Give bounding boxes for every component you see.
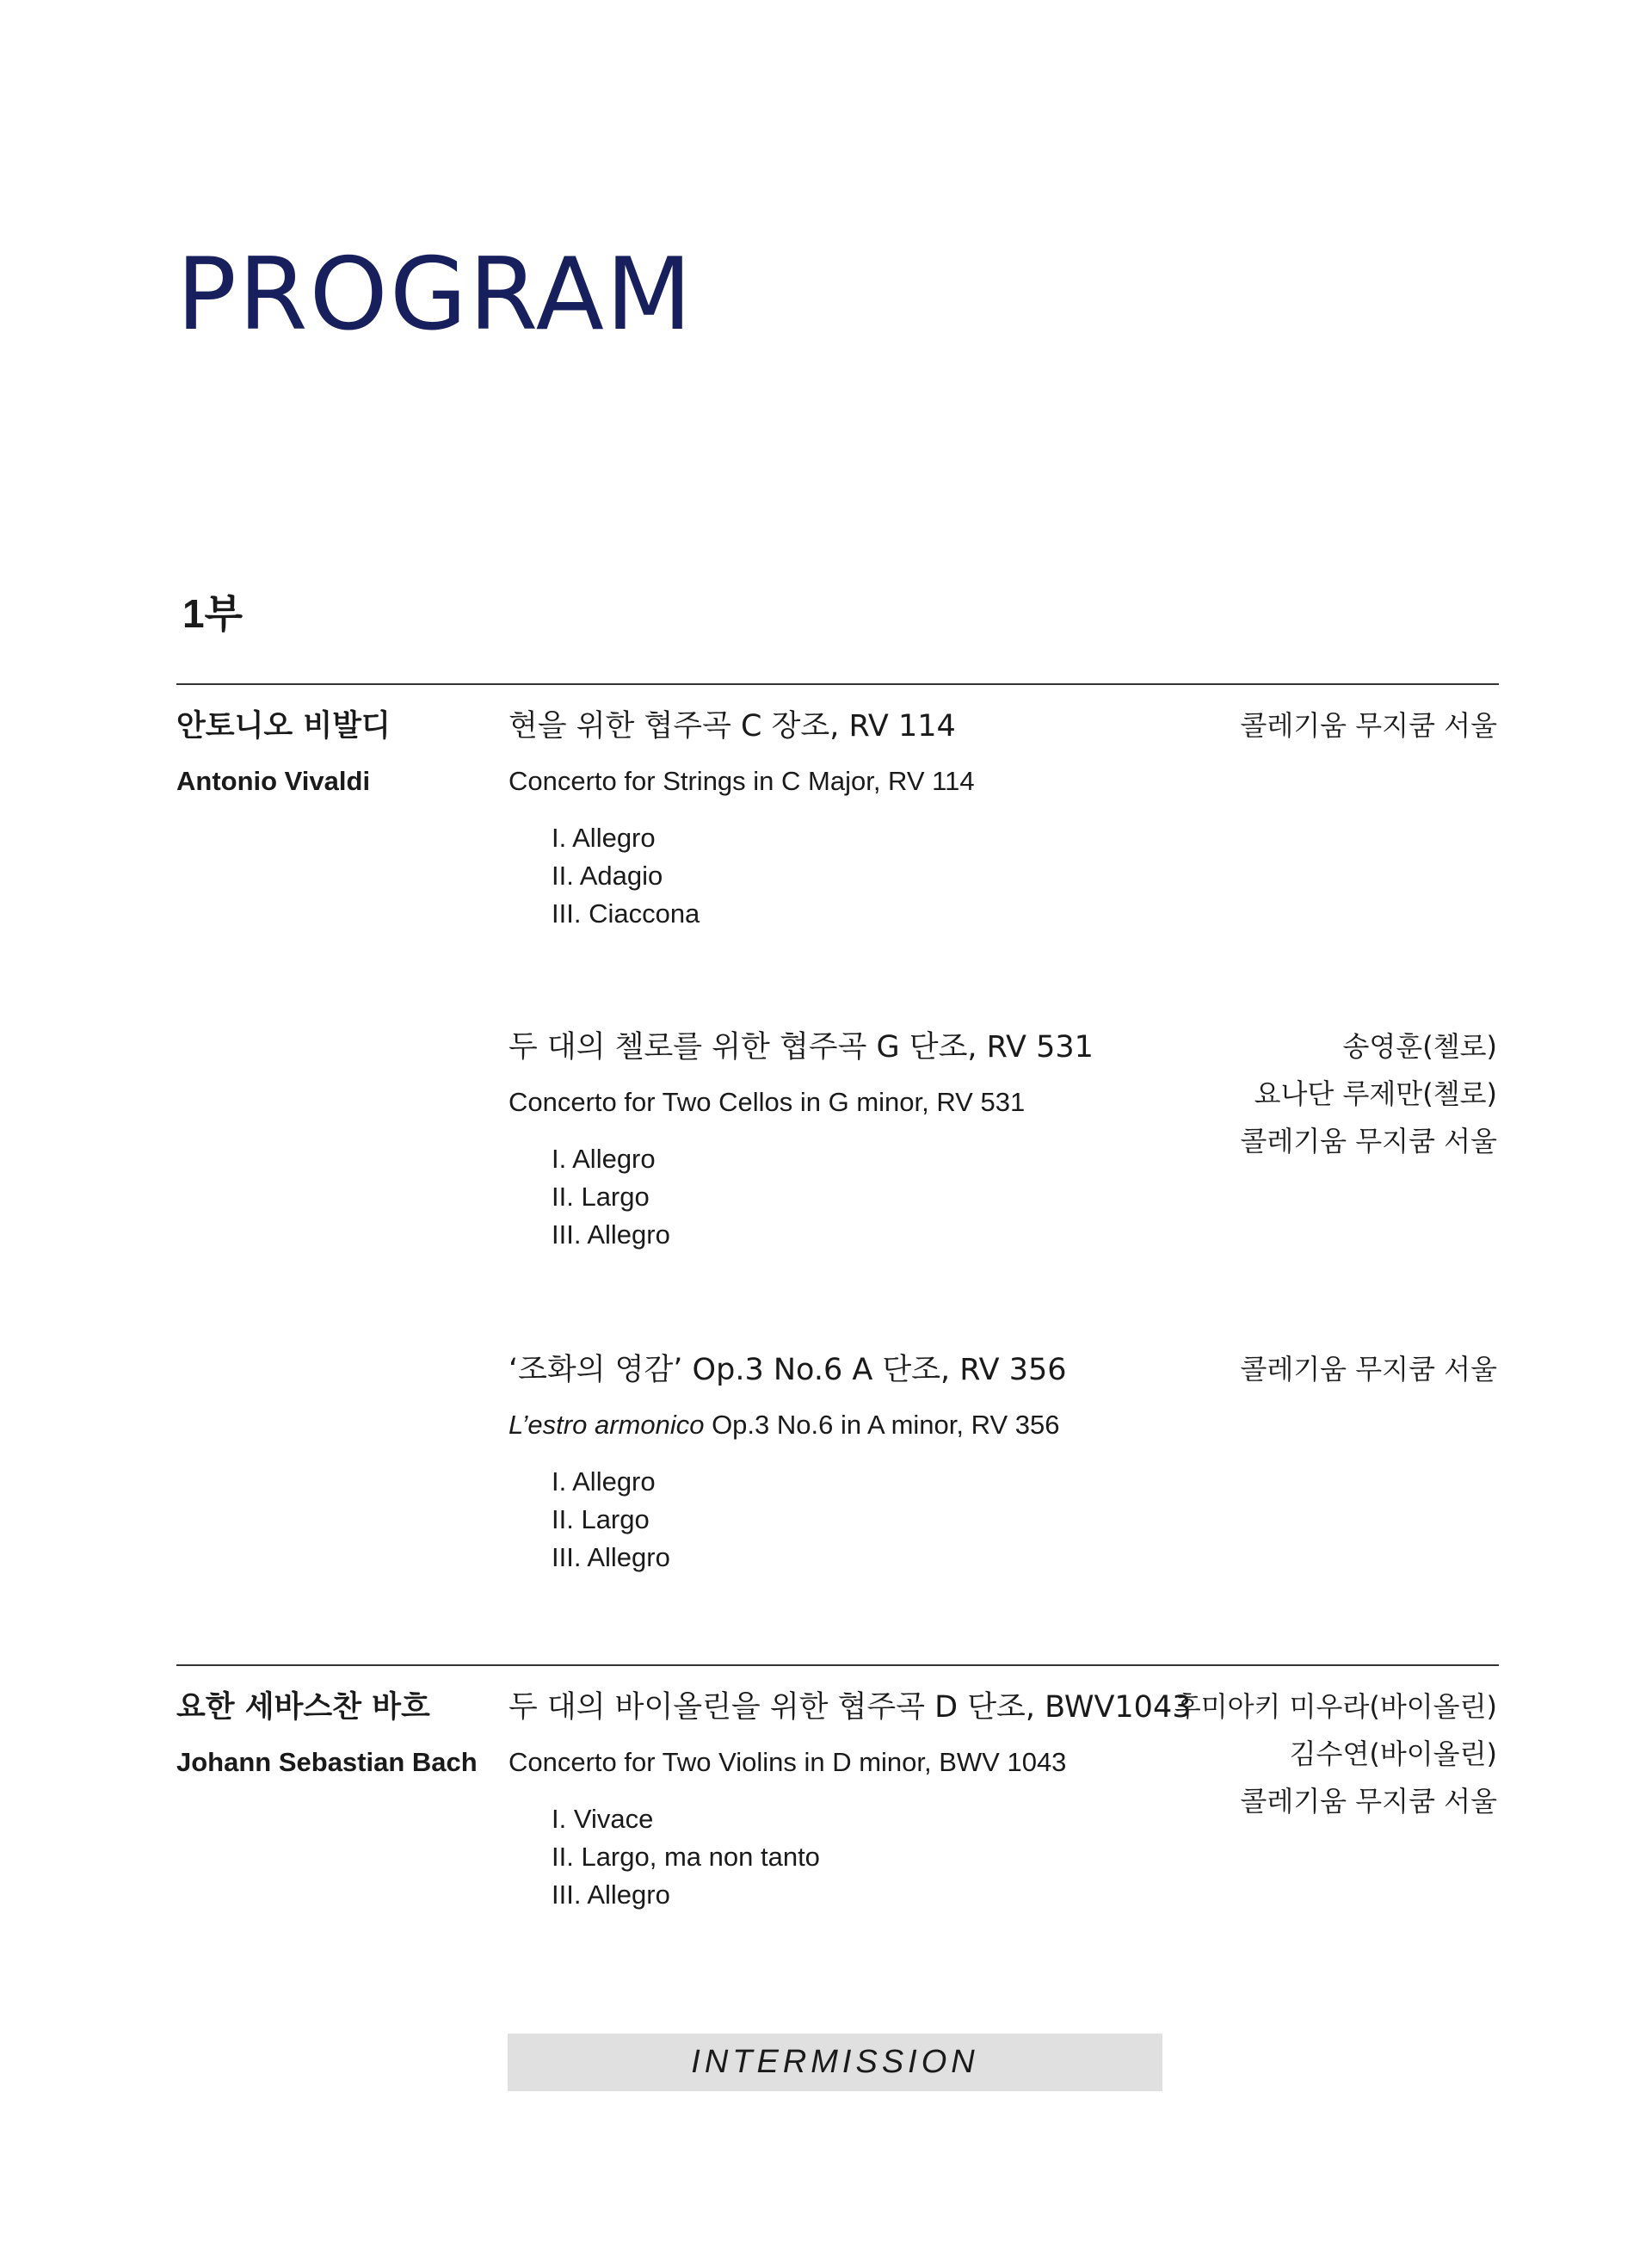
work-title-english (509, 1089, 1025, 1115)
performer-item: 콜레기움 무지쿰 서울 (1240, 1125, 1497, 1157)
movement-list (552, 1140, 670, 1254)
movement-item: III. Allegro (552, 1542, 670, 1572)
performer-item: 후미아키 미우라(바이올린) (1174, 1690, 1497, 1723)
movement-item: II. Largo, ma non tanto (552, 1842, 820, 1872)
work-title-korean: ‘조화의 영감’ Op.3 No.6 A 단조, RV 356 (509, 1353, 1067, 1387)
work-title-text: Concerto for Two Violins in D minor, BWV 1043 (509, 1747, 1067, 1777)
work-title-text: Concerto for Two Cellos in G minor, RV 531 (509, 1087, 1026, 1117)
performer-item: 김수연(바이올린) (1289, 1737, 1497, 1770)
performer-list (1240, 702, 1497, 750)
intermission-banner (508, 2034, 1162, 2091)
movement-item: I. Allegro (552, 1466, 656, 1497)
movement-list (552, 819, 700, 933)
work-title-text: Op.3 No.6 in A minor, RV 356 (704, 1410, 1060, 1440)
work-title-korean: 두 대의 바이올린을 위한 협주곡 D 단조, BWV1043 (509, 1690, 1192, 1725)
movement-item: III. Allegro (552, 1879, 670, 1910)
part-label: 1부 (182, 591, 243, 636)
movement-item: III. Allegro (552, 1219, 670, 1250)
movement-item: I. Vivace (552, 1804, 654, 1834)
composer-name-english: Johann Sebastian Bach (176, 1747, 478, 1777)
performer-item: 콜레기움 무지쿰 서울 (1240, 1785, 1497, 1818)
movement-list (552, 1463, 670, 1577)
work-title-korean: 두 대의 첼로를 위한 협주곡 G 단조, RV 531 (509, 1030, 1094, 1065)
section-divider (176, 1664, 1499, 1666)
composer-name-english: Antonio Vivaldi (176, 766, 371, 796)
movement-item: I. Allegro (552, 1144, 656, 1174)
movement-item: II. Largo (552, 1182, 650, 1212)
performer-list (1174, 1683, 1497, 1825)
work-title-english (509, 1411, 1059, 1438)
performer-item: 콜레기움 무지쿰 서울 (1240, 709, 1497, 742)
movement-item: I. Allegro (552, 823, 656, 853)
work-title-korean: 현을 위한 협주곡 C 장조, RV 114 (509, 709, 956, 744)
work-title-english (509, 1749, 1066, 1775)
page-title: PROGRAM (176, 237, 694, 353)
work-title-italic: L’estro armonico (509, 1410, 705, 1440)
intermission-label: INTERMISSION (691, 2044, 979, 2080)
performer-item: 콜레기움 무지쿰 서울 (1240, 1353, 1497, 1386)
movement-list (552, 1800, 820, 1914)
movement-item: III. Ciaccona (552, 898, 700, 929)
movement-item: II. Adagio (552, 861, 663, 891)
composer-name-korean: 요한 세바스찬 바흐 (176, 1690, 430, 1725)
performer-item: 송영훈(첼로) (1342, 1030, 1497, 1063)
performer-list (1240, 1346, 1497, 1393)
movement-item: II. Largo (552, 1504, 650, 1534)
performer-list (1240, 1023, 1497, 1165)
composer-name-korean: 안토니오 비발디 (176, 709, 391, 744)
work-title-english (509, 768, 975, 794)
work-title-text: Concerto for Strings in C Major, RV 114 (509, 766, 975, 796)
section-divider (176, 683, 1499, 685)
performer-item: 요나단 루제만(첼로) (1254, 1077, 1497, 1110)
